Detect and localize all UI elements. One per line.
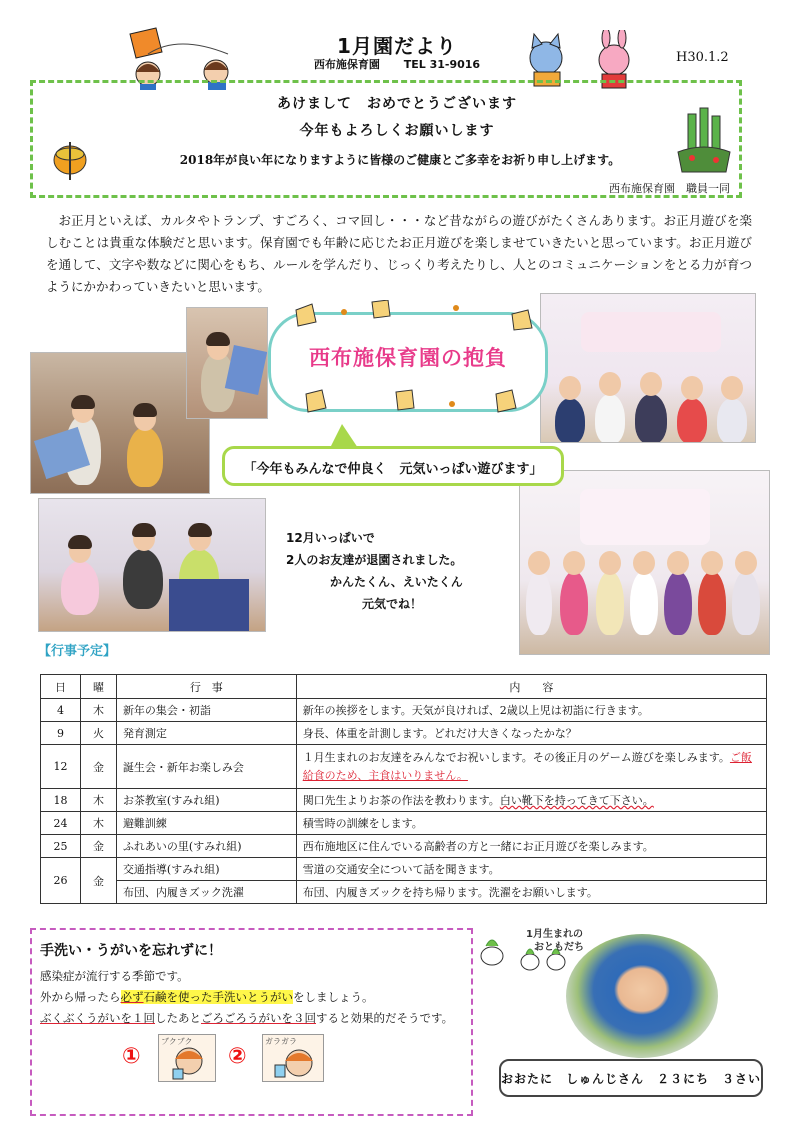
table-row <box>41 722 767 745</box>
handwash-title: 手洗い・うがいを忘れずに！ <box>40 943 222 959</box>
row-content: 積雪時の訓練をします。 <box>296 812 766 835</box>
row-content-note: 白い靴下を持ってきて下さい。 <box>499 794 654 807</box>
gargle-throat-illustration <box>262 1034 324 1082</box>
row-day: 9 <box>41 722 81 745</box>
farewell-line-3: かんたくん、えいたくん <box>330 575 463 589</box>
birthday-child-photo <box>566 934 718 1058</box>
step-1-number: ① <box>122 1044 141 1069</box>
kadomatsu-icon <box>674 106 734 176</box>
row-event: 発育測定 <box>116 722 296 745</box>
table-row <box>41 745 767 789</box>
row-event: お茶教室(すみれ組) <box>116 789 296 812</box>
illustration-label: ガラガラ <box>265 1037 297 1046</box>
row-event: 新年の集会・初詣 <box>116 699 296 722</box>
motto-title: 西布施保育園の抱負 <box>309 346 507 370</box>
page-title: 1月園だより <box>337 34 457 58</box>
row-event: 誕生会・新年お楽しみ会 <box>116 745 296 789</box>
issue-date: H30.1.2 <box>676 50 729 65</box>
handwash-text: 外から帰ったら <box>40 990 121 1004</box>
row-event: 布団、内履きズック洗濯 <box>116 881 296 904</box>
photo-group-seven-children <box>519 470 770 655</box>
table-row <box>41 789 767 812</box>
handwash-text: したあと <box>155 1011 201 1025</box>
greeting-line-3: 2018年が良い年になりますように皆様のご健康とご多幸をお祈り申し上げます。 <box>179 153 621 167</box>
row-weekday: 木 <box>80 789 116 812</box>
table-row <box>41 812 767 835</box>
birthday-label-line-1: 1月生まれの <box>526 929 583 940</box>
row-event: ふれあいの里(すみれ組) <box>116 835 296 858</box>
row-weekday: 火 <box>80 722 116 745</box>
row-day: 4 <box>41 699 81 722</box>
birthday-label-line-2: おともだち <box>534 942 584 953</box>
header-weekday: 曜 <box>80 675 116 699</box>
row-weekday: 金 <box>80 745 116 789</box>
row-content: 身長、体重を計測します。どれだけ大きくなったかな？ <box>296 722 766 745</box>
row-content: 雪道の交通安全について話を聞きます。 <box>296 858 766 881</box>
school-name: 西布施保育園 <box>313 58 380 71</box>
intro-paragraph: お正月といえば、カルタやトランプ、すごろく、コマ回し・・・など昔ながらの遊びがたくさんあります。お正月遊びを楽しむことは貴重な体験だと思います。保育園でも年齢に応じたお正月遊びを楽しませていきたいと思っています。お正月遊びを通して、文字や数などに関心をもち、ルールを学んだり、じっくり考えたりし、人とのコミュニケーションをとる力が育つようにかかわっていきたいと思います。 <box>46 213 752 294</box>
row-content <box>296 745 766 789</box>
handwash-text: をしましょう。 <box>293 990 374 1004</box>
farewell-line-4: 元気でね！ <box>362 597 423 611</box>
handwash-body <box>40 966 470 1029</box>
row-event: 避難訓練 <box>116 812 296 835</box>
handwash-text: すると効果的だそうです。 <box>316 1011 454 1025</box>
birthday-label <box>526 928 584 954</box>
greeting-line-1: あけまして おめでとうございます <box>277 96 517 112</box>
handwash-underline: ごろごろうがいを３回 <box>201 1011 316 1025</box>
bells-decoration-icon <box>276 300 546 424</box>
table-header-row <box>41 675 767 699</box>
photo-kite-play <box>30 352 210 494</box>
farewell-line-2: 2人のお友達が退園されました。 <box>286 553 463 567</box>
birthday-child-name: おおたに しゅんじさん ２３にち ３さい <box>500 1072 761 1086</box>
schedule-table <box>40 674 767 904</box>
handwash-line-3 <box>40 1008 470 1029</box>
header-content: 内 容 <box>296 675 766 699</box>
row-content: 新年の挨拶をします。天気が良ければ、2歳以上児は初詣に行きます。 <box>296 699 766 722</box>
row-day: 12 <box>41 745 81 789</box>
gargle-bubbling-illustration <box>158 1034 216 1082</box>
row-content: 西布施地区に住んでいる高齢者の方と一緒にお正月遊びを楽しみます。 <box>296 835 766 858</box>
table-row <box>41 835 767 858</box>
row-content-text: 関口先生よりお茶の作法を教わります。 <box>302 794 500 807</box>
header-day: 日 <box>41 675 81 699</box>
schedule-heading: 【行事予定】 <box>38 644 117 659</box>
table-row <box>41 881 767 904</box>
photo-three-children-kite <box>38 498 266 632</box>
row-weekday: 木 <box>80 699 116 722</box>
greeting-line-2: 今年もよろしくお願いします <box>299 123 495 139</box>
row-weekday: 金 <box>80 835 116 858</box>
handwash-highlight: 石鹸を使った手洗いとうがい <box>143 990 293 1004</box>
school-tel: TEL 31-9016 <box>403 58 481 71</box>
greeting-signature: 西布施保育園 職員一同 <box>609 182 730 195</box>
row-content-note: ご飯給食のため、主食はいりません。 <box>302 750 752 782</box>
motto-text: 「今年もみんなで仲良く 元気いっぱい遊びます」 <box>243 462 543 477</box>
row-weekday: 木 <box>80 812 116 835</box>
table-row <box>41 699 767 722</box>
farewell-line-1: 12月いっぱいで <box>286 531 375 545</box>
row-content: 布団、内履きズックを持ち帰ります。洗濯をお願いします。 <box>296 881 766 904</box>
photo-group-five-children <box>540 293 756 443</box>
row-weekday: 金 <box>80 858 116 904</box>
spinning-top-icon <box>52 140 94 186</box>
handwash-emphasis: 必ず <box>120 990 144 1004</box>
row-day: 26 <box>41 858 81 904</box>
table-row <box>41 858 767 881</box>
farewell-message <box>270 527 510 615</box>
speech-bubble-tail <box>330 424 358 448</box>
row-content-text: １月生まれのお友達をみんなでお祝いします。その後正月のゲーム遊びを楽しみます。 <box>302 750 730 764</box>
row-day: 25 <box>41 835 81 858</box>
row-day: 24 <box>41 812 81 835</box>
row-day: 18 <box>41 789 81 812</box>
row-content <box>296 789 766 812</box>
handwash-underline: ぶくぶくうがいを１回 <box>40 1011 155 1025</box>
handwash-line-2 <box>40 987 470 1008</box>
step-2-number: ② <box>228 1044 247 1069</box>
row-event: 交通指導(すみれ組) <box>116 858 296 881</box>
handwash-line-1: 感染症が流行する季節です。 <box>40 969 189 983</box>
header-event: 行 事 <box>116 675 296 699</box>
photo-boy-with-kite <box>186 307 268 419</box>
illustration-label: ブクブク <box>161 1037 193 1046</box>
